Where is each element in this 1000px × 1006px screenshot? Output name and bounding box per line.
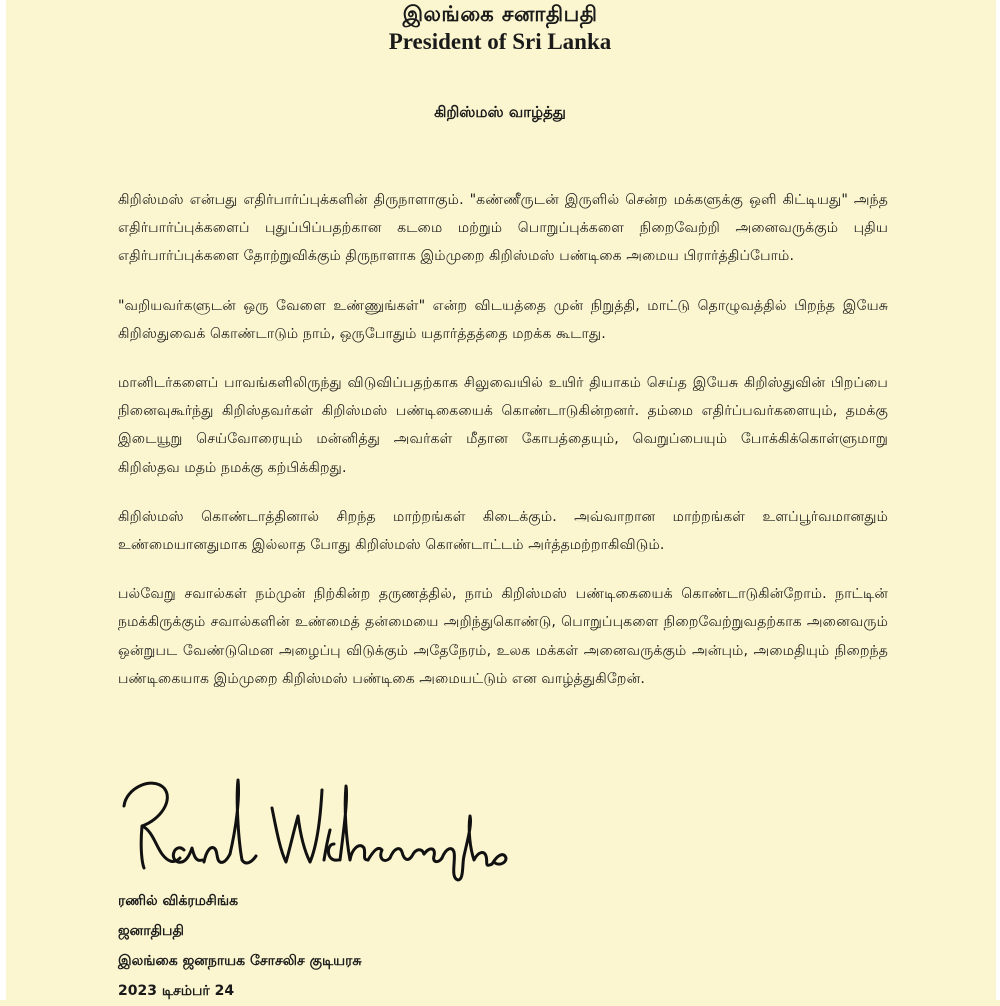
handwritten-signature bbox=[112, 768, 512, 898]
letter-body bbox=[118, 186, 888, 714]
paragraph-2: "வறியவர்களுடன் ஒரு வேளை உண்ணுங்கள்" என்ற விடயத்தை முன் நிறுத்தி, மாட்டு தொழுவத்தில் பிறந்த இயேசு கிறிஸ்துவைக் கொண்டாடும் நாம், ஒருபோதும் யதார்த்தத்தை மறக்க கூடாது. bbox=[118, 297, 888, 342]
letterhead-title-tamil: இலங்கை சனாதிபதி bbox=[402, 2, 598, 26]
letter-subject: கிறிஸ்மஸ் வாழ்த்து bbox=[434, 103, 566, 121]
paragraph-1: கிறிஸ்மஸ் என்பது எதிர்பார்ப்புக்களின் திருநாளாகும். "கண்ணீருடன் இருளில் சென்ற மக்களுக்கு ஒளி கிட்டியது" அந்த எதிர்பார்ப்புக்களைப் புதுப்பிப்பதற்கான கடமை மற்றும் பொறுப்புக்களை நிறைவேற்றி அனைவருக்கும் புதிய எதிர்பார்ப்புக்களை தோற்றுவிக்கும் திருநாளாக இம்முறை கிறிஸ்மஸ் பண்டிகை அமைய பிரார்த்திப்போம். bbox=[118, 192, 888, 265]
letterhead-title-english: President of Sri Lanka bbox=[388, 29, 612, 54]
scan-edge-right bbox=[996, 0, 1000, 1000]
signatory-title: ஜனாதிபதி bbox=[118, 923, 184, 939]
paragraph-5: பல்வேறு சவால்கள் நம்முன் நிற்கின்ற தருணத்தில், நாம் கிறிஸ்மஸ் பண்டிகையைக் கொண்டாடுகின்றோம். நாட்டின் நமக்கிருக்கும் சவால்களின் உண்மைத் தன்மையை அறிந்துகொண்டு, பொறுப்புகளை நிறைவேற்றுவதற்காக அனைவரும் ஒன்றுபட வேண்டுமென அழைப்பு விடுக்கும் அதேநேரம், உலக மக்கள் அனைவருக்கும் அன்பும், அமைதியும் நிறைந்த பண்டிகையாக இம்முறை கிறிஸ்மஸ் பண்டிகை அமையட்டும் என வாழ்த்துகிறேன். bbox=[118, 586, 888, 687]
scan-edge-left bbox=[0, 0, 6, 1000]
signatory-country: இலங்கை ஜனநாயக சோசலிச குடியரசு bbox=[118, 953, 362, 969]
signature-block bbox=[118, 886, 361, 1006]
signatory-name: ரணில் விக்ரமசிங்க bbox=[118, 893, 239, 909]
paragraph-3: மானிடர்களைப் பாவங்களிலிருந்து விடுவிப்பதற்காக சிலுவையில் உயிர் தியாகம் செய்த இயேசு கிறிஸ்துவின் பிறப்பை நினைவுகூர்ந்து கிறிஸ்தவர்கள் கிறிஸ்மஸ் பண்டிகையைக் கொண்டாடுகின்றனர். தம்மை எதிர்ப்பவர்களையும், தமக்கு இடையூறு செய்வோரையும் மன்னித்து அவர்கள் மீதான கோபத்தையும், வெறுப்பையும் போக்கிக்கொள்ளுமாறு கிறிஸ்தவ மதம் நமக்கு கற்பிக்கிறது. bbox=[118, 375, 888, 476]
paragraph-4: கிறிஸ்மஸ் கொண்டாத்தினால் சிறந்த மாற்றங்கள் கிடைக்கும். அவ்வாறான மாற்றங்கள் உளப்பூர்வமானதும் உண்மையானதுமாக இல்லாத போது கிறிஸ்மஸ் கொண்டாட்டம் அர்த்தமற்றாகிவிடும். bbox=[118, 508, 888, 554]
letter-date: 2023 டிசம்பர் 24 bbox=[118, 983, 235, 999]
